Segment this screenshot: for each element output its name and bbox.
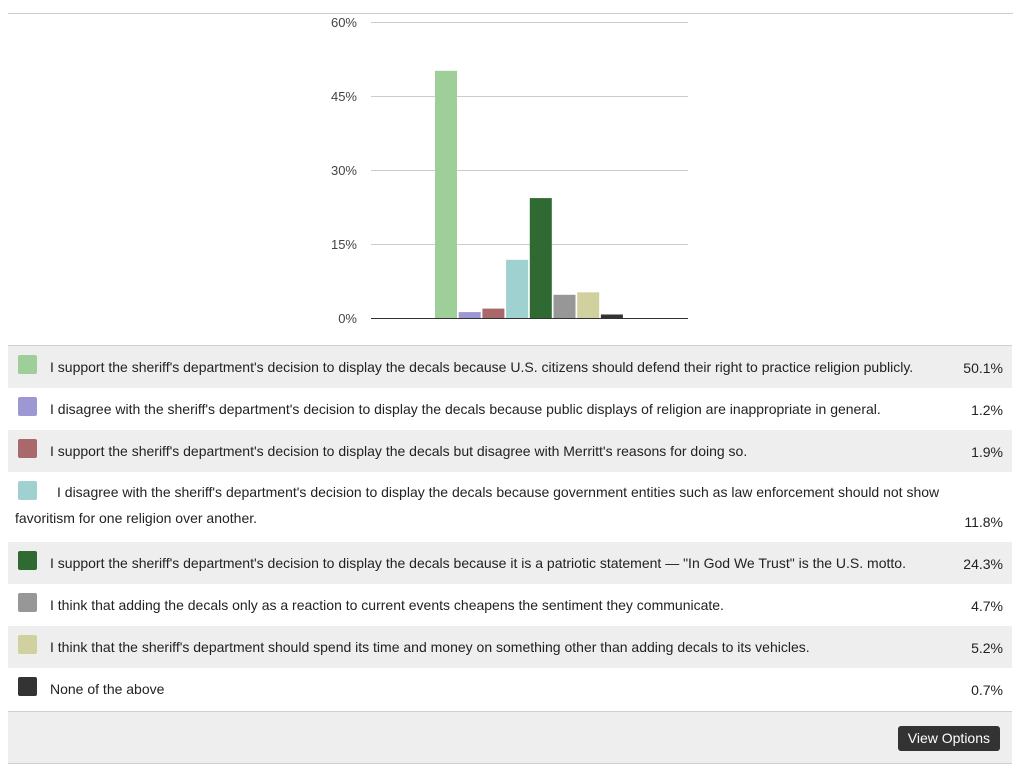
legend-swatch [18,635,37,654]
bar[interactable] [577,292,599,318]
legend-label: I support the sheriff's department's decision to display the decals because it is a patriotic statement — "In God We Trust" is the U.S. motto. [50,555,906,571]
legend-list [8,345,1012,710]
y-tick-label: 45% [330,89,357,104]
legend-row [8,584,1012,626]
legend-row [8,542,1012,584]
legend-swatch [18,481,37,500]
bar[interactable] [435,71,457,318]
legend-label: I support the sheriff's department's decision to display the decals because U.S. citizens should defend their right to practice religion publicly. [50,359,914,375]
view-options-button[interactable]: View Options [898,726,1000,751]
legend-percent: 11.8% [964,514,1003,530]
legend-swatch [18,551,37,570]
legend-percent: 5.2% [971,640,1003,656]
legend-label: I disagree with the sheriff's department's decision to display the decals because public displays of religion are inappropriate in general. [50,401,881,417]
legend-row [8,626,1012,668]
y-tick-label: 0% [338,311,357,326]
legend-swatch [18,439,37,458]
legend-row [8,346,1012,388]
bar-chart [0,0,1024,340]
footer-bar [8,711,1012,764]
legend-swatch [18,397,37,416]
legend-label: I support the sheriff's department's decision to display the decals but disagree with Merritt's reasons for doing so. [50,443,748,459]
legend-label: I think that the sheriff's department should spend its time and money on something other than adding decals to its vehicles. [50,639,810,655]
legend-percent: 0.7% [971,682,1003,698]
legend-swatch [18,355,37,374]
bar[interactable] [506,260,528,318]
legend-percent: 4.7% [971,598,1003,614]
legend-label: None of the above [50,681,165,697]
legend-row [8,668,1012,710]
legend-row [8,388,1012,430]
y-tick-label: 15% [330,237,357,252]
legend-label: I think that adding the decals only as a reaction to current events cheapens the sentiment they communicate. [50,597,724,613]
bar[interactable] [482,309,504,318]
legend-label: I disagree with the sheriff's department's decision to display the decals because government entities such as law enforcement should not show favoritism for one religion over another. [15,484,940,526]
legend-swatch [18,593,37,612]
y-tick-label: 30% [330,163,357,178]
bar[interactable] [601,315,623,319]
bar[interactable] [554,295,576,318]
legend-percent: 1.2% [971,402,1003,418]
bar[interactable] [530,198,552,318]
legend-percent: 24.3% [963,556,1003,572]
bar[interactable] [459,312,481,318]
legend-percent: 50.1% [963,360,1003,376]
legend-row [8,430,1012,472]
legend-percent: 1.9% [971,444,1003,460]
legend-row [8,472,1012,542]
legend-swatch [18,677,37,696]
y-tick-label: 60% [330,15,357,30]
